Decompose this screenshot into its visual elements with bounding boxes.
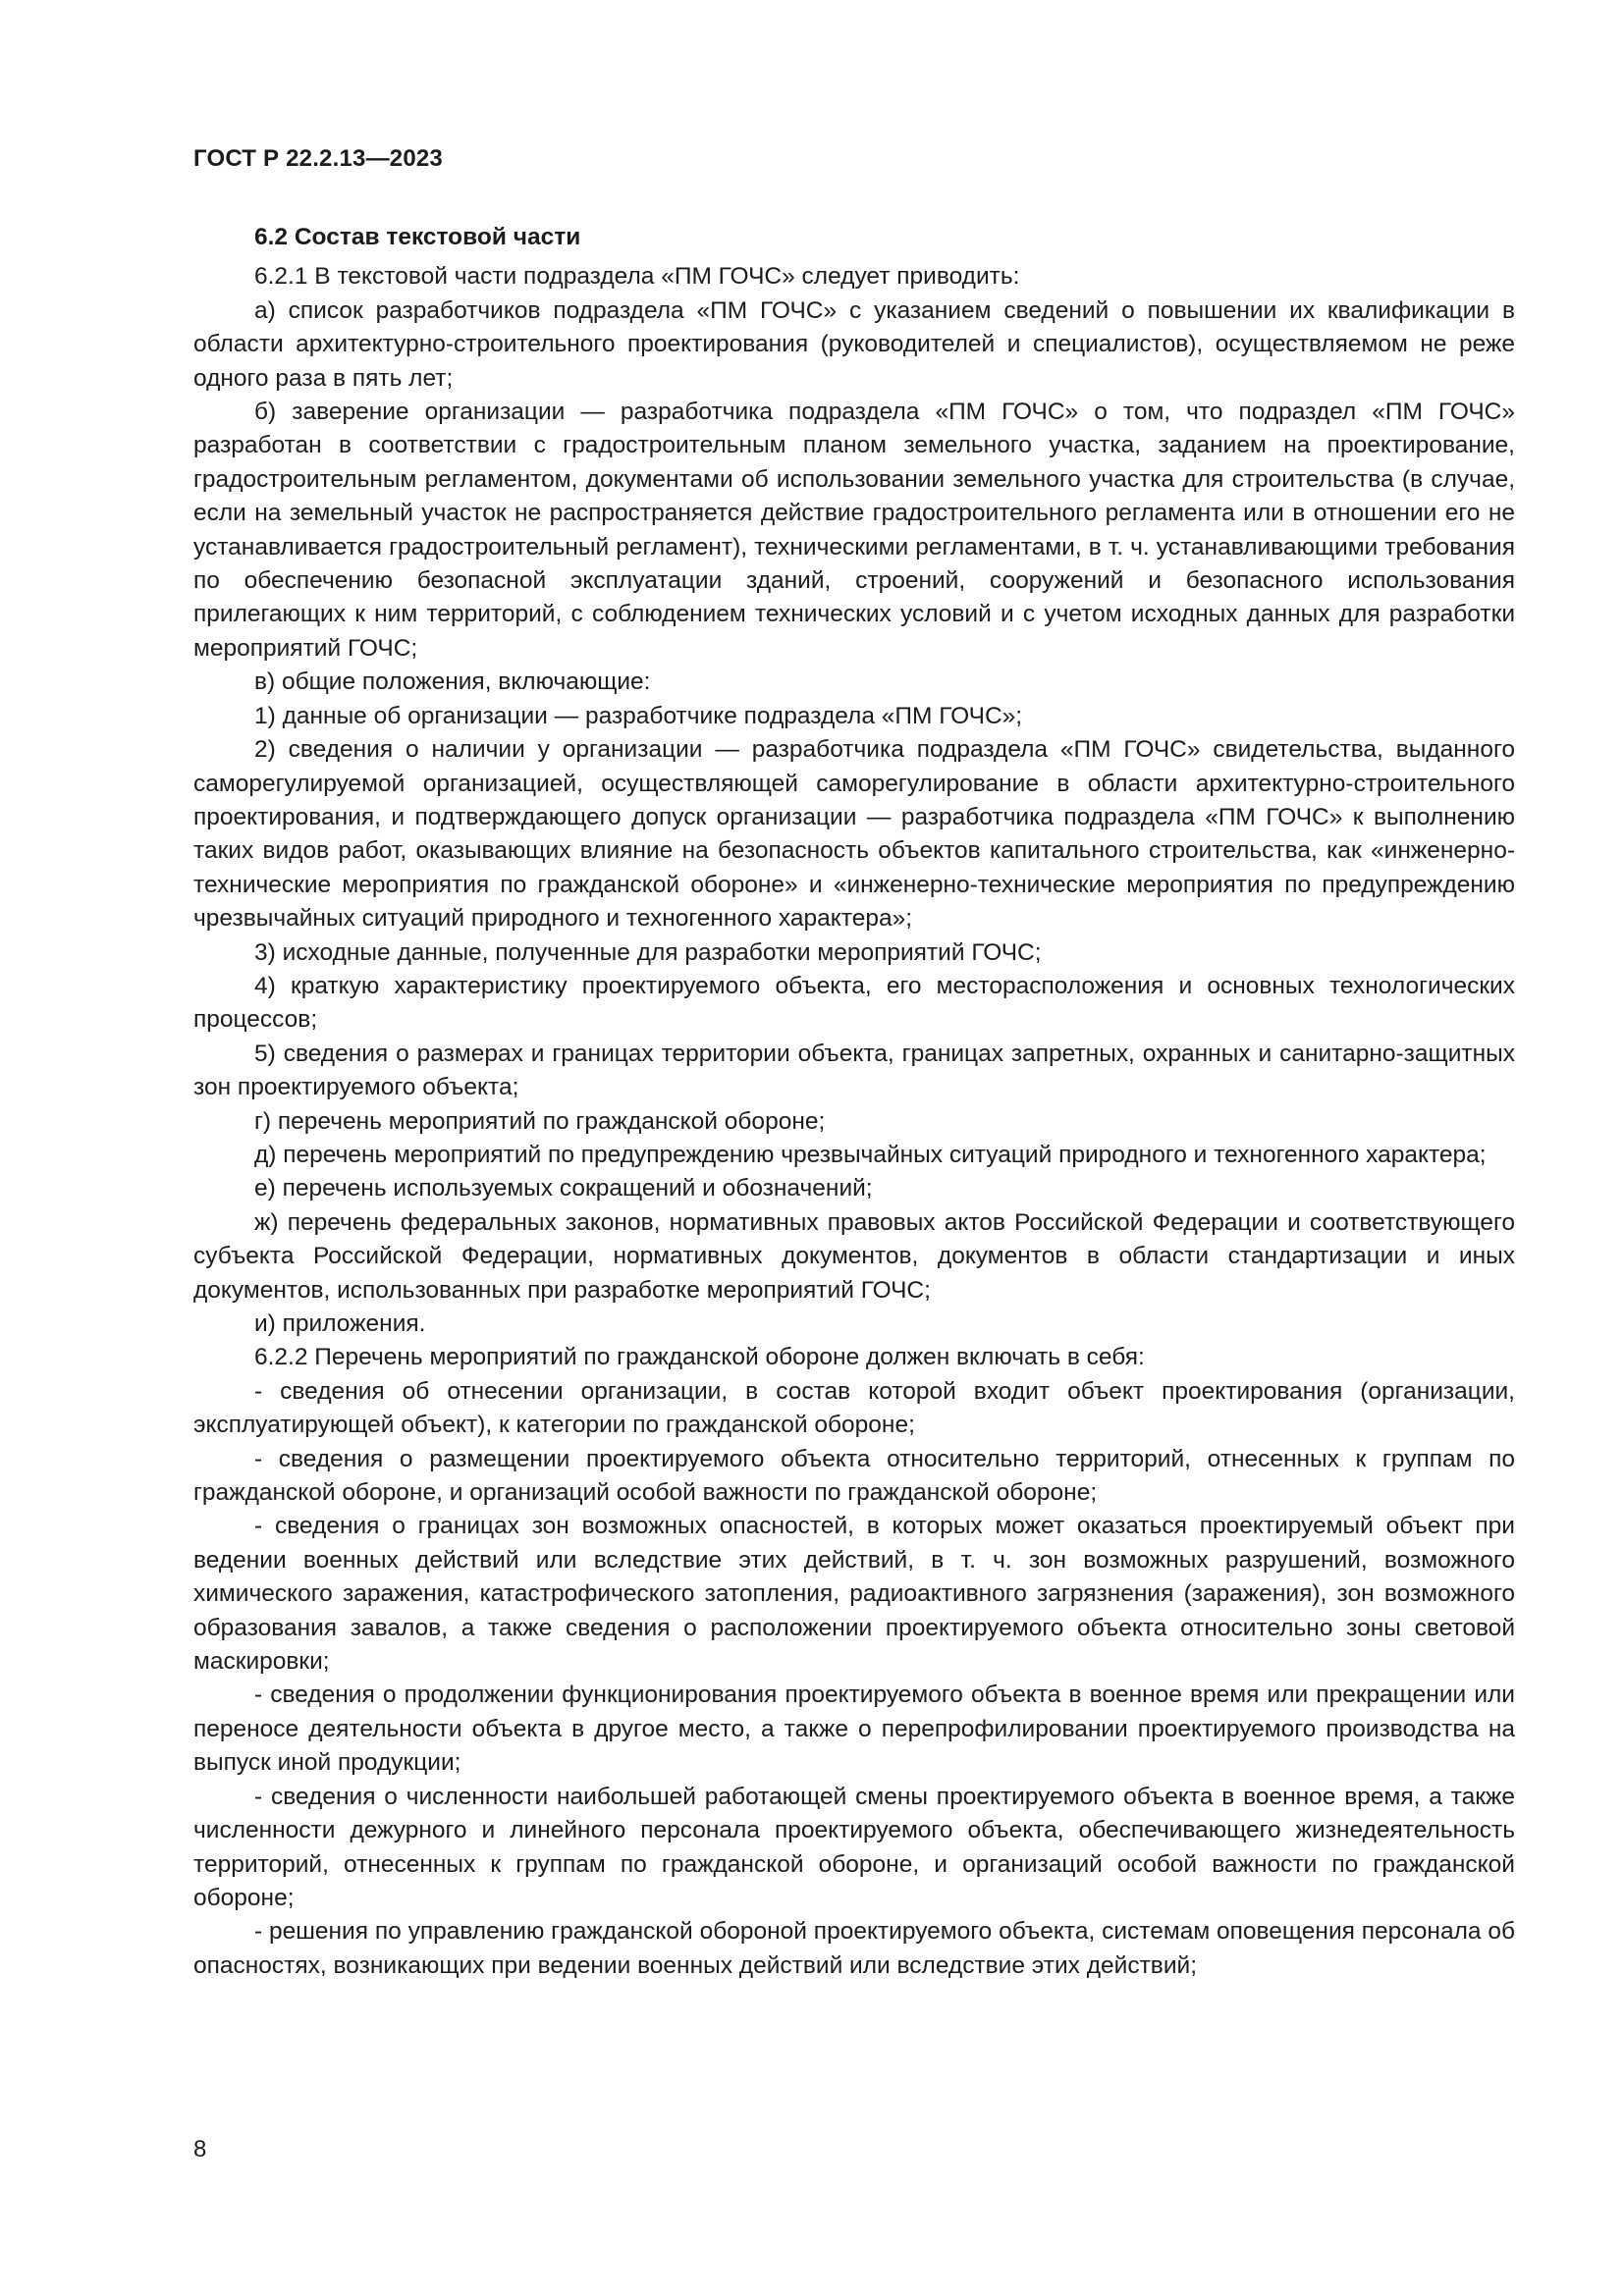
paragraph: 1) данные об организации — разработчике подраздела «ПМ ГОЧС»; <box>254 702 1023 729</box>
section-title: 6.2 Состав текстовой части <box>254 224 581 250</box>
paragraph: 2) сведения о наличии у организации — разработчика подраздела «ПМ ГОЧС» свидетельства, выданного саморегулируемой организацией, осуществляющей саморегулирование в области архитектурно-строительного проектирования, и подтверждающего допуск организации — разработчика подраздела «ПМ ГОЧС» к выполнению таких видов работ, оказывающих влияние на безопасность объектов капитального строительства, как «инженерно-технические мероприятия по гражданской обороне» и «инженерно-технические мероприятия по предупреждению чрезвычайных ситуаций природного и техногенного характера»; <box>193 736 1515 933</box>
document-header: ГОСТ Р 22.2.13—2023 <box>193 145 443 172</box>
paragraph: в) общие положения, включающие: <box>254 668 651 696</box>
document-body <box>193 221 1515 1983</box>
paragraph: г) перечень мероприятий по гражданской обороне; <box>254 1107 826 1135</box>
paragraph: е) перечень используемых сокращений и обозначений; <box>254 1175 873 1202</box>
paragraph: 4) краткую характеристику проектируемого объекта, его месторасположения и основных технологических процессов; <box>193 972 1515 1034</box>
paragraph: и) приложения. <box>254 1310 426 1337</box>
paragraph: 6.2.1 В текстовой части подраздела «ПМ ГОЧС» следует приводить: <box>254 263 1020 291</box>
paragraph: - сведения о границах зон возможных опасностей, в которых может оказаться проектируемый объект при ведении военных действий или вследствие этих действий, в т. ч. зон возможных разрушений, возможного химического заражения, катастрофического затопления, радиоактивного загрязнения (заражения), зон возможного образования завалов, а также сведения о расположении проектируемого объекта относительно зоны световой маскировки; <box>193 1513 1515 1676</box>
paragraph: 6.2.2 Перечень мероприятий по гражданской обороне должен включать в себя: <box>254 1344 1145 1371</box>
paragraph: - сведения о размещении проектируемого объекта относительно территорий, отнесенных к группам по гражданской обороне, и организаций особой важности по гражданской обороне; <box>193 1445 1515 1507</box>
paragraph: - решения по управлению гражданской обороной проектируемого объекта, системам оповещения персонала об опасностях, возникающих при ведении военных действий или вследствие этих действий; <box>193 1918 1515 1979</box>
paragraph: б) заверение организации — разработчика подраздела «ПМ ГОЧС» о том, что подраздел «ПМ ГОЧС» разработан в соответствии с градостроительным планом земельного участка, заданием на проектирование, градостроительным регламентом, документами об использовании земельного участка для строительства (в случае, если на земельный участок не распространяется действие градостроительного регламента или в отношении его не устанавливается градостроительный регламент), техническими регламентами, в т. ч. устанавливающими требования по обеспечению безопасной эксплуатации зданий, строений, сооружений и безопасного использования прилегающих к ним территорий, с соблюдением технических условий и с учетом исходных данных для разработки мероприятий ГОЧС; <box>193 399 1515 662</box>
paragraph: а) список разработчиков подраздела «ПМ ГОЧС» с указанием сведений о повышении их квалификации в области архитектурно-строительного проектирования (руководителей и специалистов), осуществляемом не реже одного раза в пять лет; <box>193 296 1515 392</box>
paragraph: д) перечень мероприятий по предупреждению чрезвычайных ситуаций природного и техногенного характера; <box>254 1141 1487 1168</box>
paragraph: - сведения о численности наибольшей работающей смены проектируемого объекта в военное время, а также численности дежурного и линейного персонала проектируемого объекта, обеспечивающего жизнедеятельность территорий, отнесенных к группам по гражданской обороне, и организаций особой важности по гражданской обороне; <box>193 1783 1515 1911</box>
paragraph: - сведения об отнесении организации, в состав которой входит объект проектирования (организации, эксплуатирующей объект), к категории по гражданской обороне; <box>193 1377 1515 1439</box>
paragraph: 3) исходные данные, полученные для разработки мероприятий ГОЧС; <box>254 938 1042 966</box>
paragraph: ж) перечень федеральных законов, нормативных правовых актов Российской Федерации и соответствующего субъекта Российской Федерации, нормативных документов, документов в области стандартизации и иных документов, использованных при разработке мероприятий ГОЧС; <box>193 1208 1515 1304</box>
page-number: 8 <box>193 2136 207 2163</box>
paragraph-list <box>193 260 1515 1983</box>
paragraph: 5) сведения о размерах и границах территории объекта, границах запретных, охранных и санитарно-защитных зон проектируемого объекта; <box>193 1040 1515 1101</box>
paragraph: - сведения о продолжении функционирования проектируемого объекта в военное время или прекращении или переносе деятельности объекта в другое место, а также о перепрофилировании проектируемого производства на выпуск иной продукции; <box>193 1682 1515 1777</box>
